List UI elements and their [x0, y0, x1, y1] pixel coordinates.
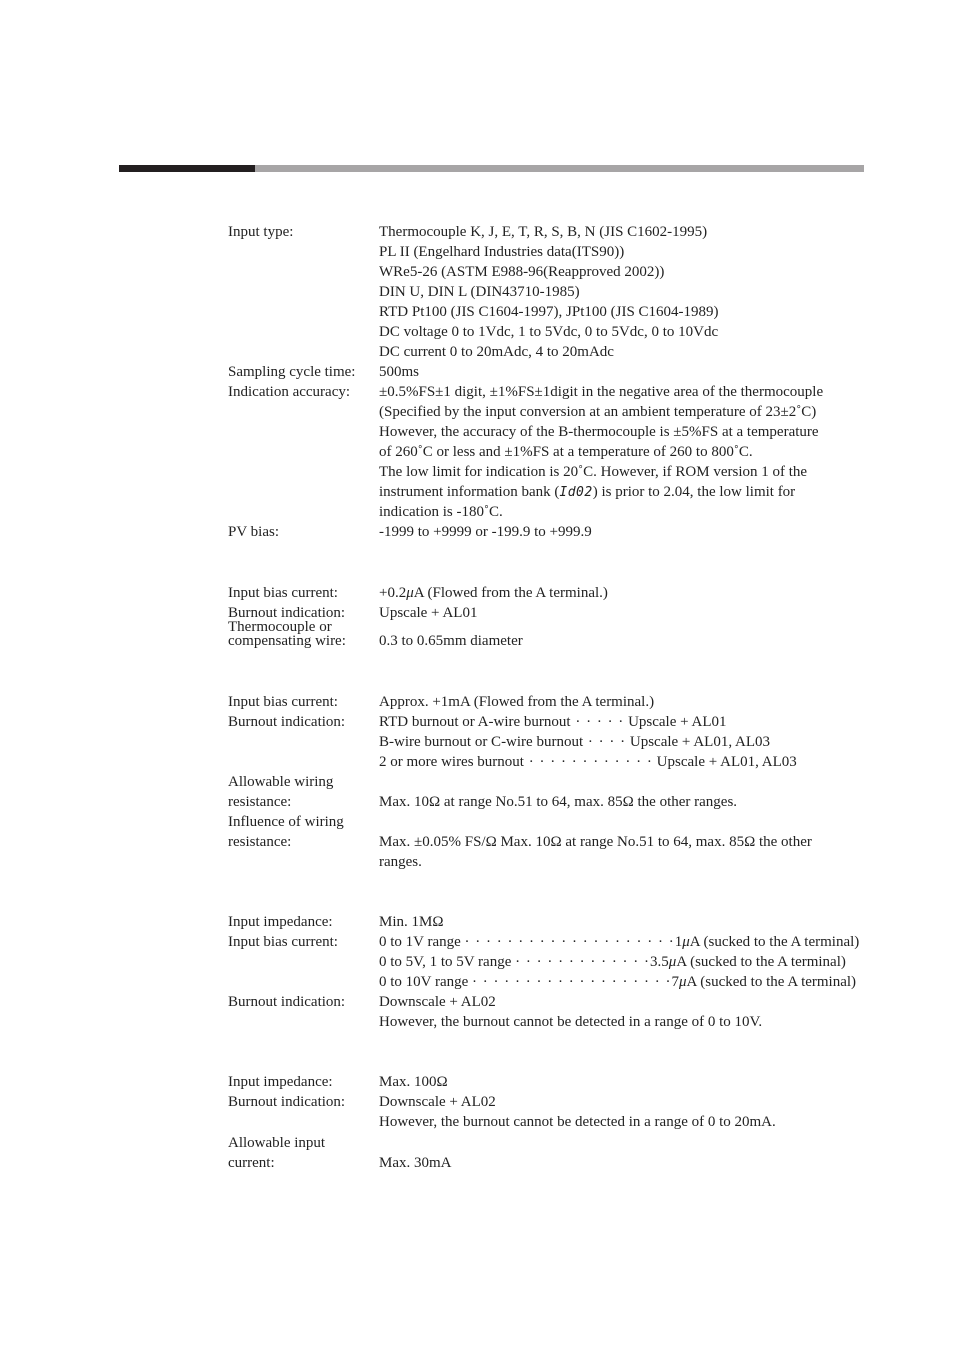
tc-wire-label: compensating wire: [228, 633, 346, 649]
rtd-bias-label: Input bias current: [228, 694, 338, 710]
rtd-wiring-value: Max. 10Ω at range No.51 to 64, max. 85Ω the other ranges. [379, 794, 738, 810]
range-text: 0 to 10V range [379, 974, 469, 990]
accuracy-text: instrument information bank ( [379, 484, 560, 500]
dcv-impedance-label: Input impedance: [228, 914, 333, 930]
dci-burnout-label: Burnout indication: [228, 1094, 346, 1110]
accuracy-line [379, 482, 795, 503]
dcv-bias-line [379, 932, 859, 952]
rtd-wiring-label: resistance: [228, 794, 292, 810]
rtd-bias-value: Approx. +1mA (Flowed from the A terminal.) [379, 694, 655, 710]
bias-tail: A (sucked to the A terminal) [676, 954, 846, 970]
input-type-line: Thermocouple K, J, E, T, R, S, B, N (JIS C1602-1995) [379, 224, 708, 240]
bias-amount: 7 [671, 974, 679, 990]
input-type-line: RTD Pt100 (JIS C1604-1997), JPt100 (JIS C1604-1989) [379, 304, 719, 320]
dcv-burnout-label: Burnout indication: [228, 994, 346, 1010]
mu-symbol: μ [678, 974, 687, 990]
dci-allow-label: current: [228, 1155, 275, 1171]
accuracy-line: The low limit for indication is 20˚C. However, if ROM version 1 of the [379, 464, 808, 480]
tc-wire-value: 0.3 to 0.65mm diameter [379, 633, 523, 649]
dci-burnout-value: Downscale + AL02 [379, 1094, 496, 1110]
dcv-burnout-note: However, the burnout cannot be detected in a range of 0 to 10V. [379, 1014, 763, 1030]
leader-dots: · · · · · · · · · · · · [523, 754, 653, 770]
tc-bias-number: +0.2 [379, 585, 407, 601]
bias-amount: 3.5 [650, 954, 669, 970]
dcv-bias-line [379, 972, 856, 992]
input-type-line: DC current 0 to 20mAdc, 4 to 20mAdc [379, 344, 614, 360]
burnout-result: Upscale + AL01, AL03 [656, 754, 797, 770]
tc-burnout-value: Upscale + AL01 [379, 605, 478, 621]
rtd-burnout-line [379, 712, 727, 732]
burnout-condition: B-wire burnout or C-wire burnout [379, 734, 584, 750]
tc-wire-label: Thermocouple or [228, 619, 332, 635]
leader-dots: · · · · · · · · · · · · · [515, 954, 651, 970]
pv-bias-value: -1999 to +9999 or -199.9 to +999.9 [379, 524, 592, 540]
pv-bias-label: PV bias: [228, 524, 279, 540]
input-type-line: WRe5-26 (ASTM E988-96(Reapproved 2002)) [379, 264, 665, 280]
dci-burnout-note: However, the burnout cannot be detected in a range of 0 to 20mA. [379, 1114, 776, 1130]
accuracy-label: Indication accuracy: [228, 384, 351, 400]
dci-impedance-label: Input impedance: [228, 1074, 333, 1090]
tc-bias-label: Input bias current: [228, 585, 338, 601]
leader-dots: · · · · [583, 734, 627, 750]
input-type-line: DIN U, DIN L (DIN43710-1985) [379, 284, 580, 300]
sampling-value: 500ms [379, 364, 420, 380]
rtd-influence-value: Max. ±0.05% FS/Ω Max. 10Ω at range No.51 to 64, max. 85Ω the other [379, 834, 812, 850]
burnout-condition: 2 or more wires burnout [379, 754, 524, 770]
burnout-result: Upscale + AL01, AL03 [629, 734, 770, 750]
tc-bias-value [379, 583, 608, 603]
mu-symbol: μ [668, 954, 677, 970]
accuracy-line: of 260˚C or less and ±1%FS at a temperature of 260 to 800˚C. [379, 444, 753, 460]
dci-allow-value: Max. 30mA [379, 1155, 452, 1171]
accuracy-line: indication is -180˚C. [379, 504, 503, 520]
tc-bias-unit: A (Flowed from the A terminal.) [413, 585, 608, 601]
bias-tail: A (sucked to the A terminal) [689, 934, 860, 950]
dcv-impedance-value: Min. 1MΩ [379, 914, 444, 930]
rtd-burnout-line [379, 752, 797, 772]
dci-allow-label: Allowable input [228, 1135, 326, 1151]
rtd-wiring-label: Allowable wiring [228, 774, 334, 790]
input-type-line: DC voltage 0 to 1Vdc, 1 to 5Vdc, 0 to 5Vdc, 0 to 10Vdc [379, 324, 719, 340]
accuracy-line: ±0.5%FS±1 digit, ±1%FS±1digit in the negative area of the thermocouple [379, 384, 824, 400]
dci-impedance-value: Max. 100Ω [379, 1074, 448, 1090]
accuracy-text: ) is prior to 2.04, the low limit for [592, 484, 796, 500]
input-type-label: Input type: [228, 224, 294, 240]
bias-tail: A (sucked to the A terminal) [686, 974, 857, 990]
bias-amount: 1 [674, 934, 683, 950]
header-rule-dark [119, 165, 255, 172]
dcv-bias-label: Input bias current: [228, 934, 338, 950]
rtd-influence-label: resistance: [228, 834, 292, 850]
mu-symbol: μ [682, 934, 690, 950]
rtd-burnout-line [379, 732, 770, 752]
rtd-influence-label: Influence of wiring [228, 814, 344, 830]
dcv-burnout-value: Downscale + AL02 [379, 994, 496, 1010]
sampling-label: Sampling cycle time: [228, 364, 356, 380]
burnout-result: Upscale + AL01 [628, 714, 727, 730]
rtd-burnout-label: Burnout indication: [228, 714, 346, 730]
input-type-line: PL II (Engelhard Industries data(ITS90)) [379, 244, 625, 260]
leader-dots: · · · · · · · · · · · · · · · · · · · · [464, 934, 675, 950]
range-text: 0 to 1V range [379, 934, 461, 950]
accuracy-line: However, the accuracy of the B-thermocouple is ±5%FS at a temperature [379, 424, 819, 440]
segment-code-display: Id02 [559, 485, 593, 500]
range-text: 0 to 5V, 1 to 5V range [379, 954, 512, 970]
tc-burnout-label: Burnout indication: [228, 605, 346, 621]
dcv-bias-line [379, 952, 846, 972]
accuracy-line: (Specified by the input conversion at an ambient temperature of 23±2˚C) [379, 404, 817, 420]
burnout-condition: RTD burnout or A-wire burnout [379, 714, 571, 730]
leader-dots: · · · · · [570, 714, 625, 730]
rtd-influence-value: ranges. [379, 854, 422, 870]
leader-dots: · · · · · · · · · · · · · · · · · · · [472, 974, 672, 990]
mu-symbol: μ [406, 585, 414, 601]
header-rule-light [255, 165, 864, 172]
